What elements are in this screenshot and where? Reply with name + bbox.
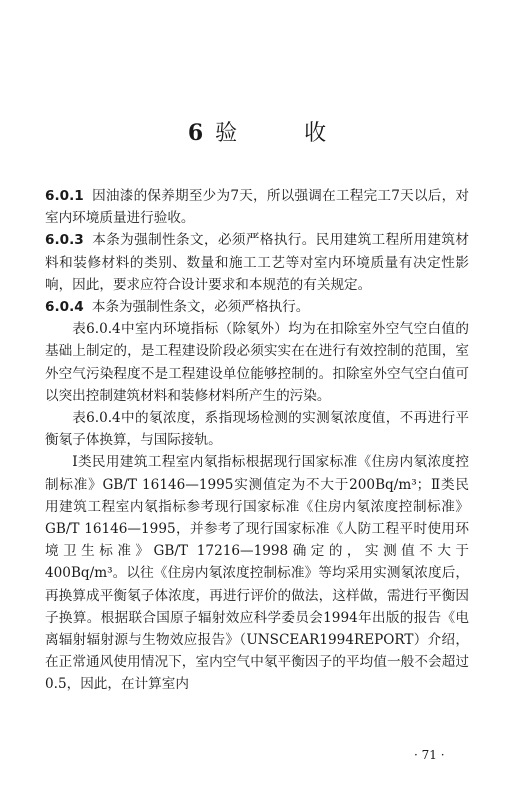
clause-text: 因油漆的保养期至少为7天，所以强调在工程完工7天以后，对室内环境质量进行验收。 — [45, 188, 469, 227]
clause-6-0-1 — [45, 185, 469, 229]
explanation-paragraph: 表6.0.4中室内环境指标（除氡外）均为在扣除室外空气空白值的基础上制定的，是工程建设阶段必须实实在在进行有效控制的范围，室外空气污染程度不是工程建设单位能够控制的。扣除室外空气空白值可以突出控制建筑材料和装修材料所产生的污染。 — [45, 321, 469, 404]
explanation-paragraph: Ⅰ类民用建筑工程室内氡指标根据现行国家标准《住房内氡浓度控制标准》GB/T 16146—1995实测值定为不大于200Bq/m³；Ⅱ类民用建筑工程室内氡指标参考现行国家标准《住房内氡浓度控制标准》GB/T 16146—1995，并参考了现行国家标准《人防工程平时使用环境卫生标准》GB/T 17216—1998确定的，实测值不大于400Bq/m³。以往《住房内氡浓度控制标准》等均采用实测氡浓度后，再换算成平衡氡子体浓度，再进行评价的做法，这样做，需进行平衡因子换算。根据联合国原子辐射效应科学委员会1994年出版的报告《电离辐射辐射源与生物效应报告》（UNSCEAR1994REPORT）介绍，在正常通风使用情况下，室内空气中氡平衡因子的平均值一般不会超过0.5，因此，在计算室内 — [45, 454, 469, 693]
clause-6-0-3 — [45, 229, 469, 296]
clause-text: 本条为强制性条文，必须严格执行。 — [91, 299, 310, 316]
clause-number: 6.0.3 — [45, 232, 84, 249]
clause-number: 6.0.4 — [45, 299, 84, 316]
clause-text: 本条为强制性条文，必须严格执行。民用建筑工程所用建筑材料和装修材料的类别、数量和施工工艺等对室内环境质量有决定性影响，因此，要求应符合设计要求和本规范的有关规定。 — [45, 232, 469, 293]
document-body — [45, 185, 469, 696]
chapter-heading — [0, 116, 514, 147]
page-number: · 71 · — [414, 748, 445, 762]
explanation-paragraph: 表6.0.4中的氡浓度，系指现场检测的实测氡浓度值，不再进行平衡氡子体换算，与国际接轨。 — [45, 410, 469, 449]
clause-6-0-4 — [45, 296, 469, 318]
chapter-number: 6 — [187, 120, 206, 146]
chapter-title-text: 验 收 — [215, 121, 357, 146]
clause-number: 6.0.1 — [45, 188, 84, 204]
